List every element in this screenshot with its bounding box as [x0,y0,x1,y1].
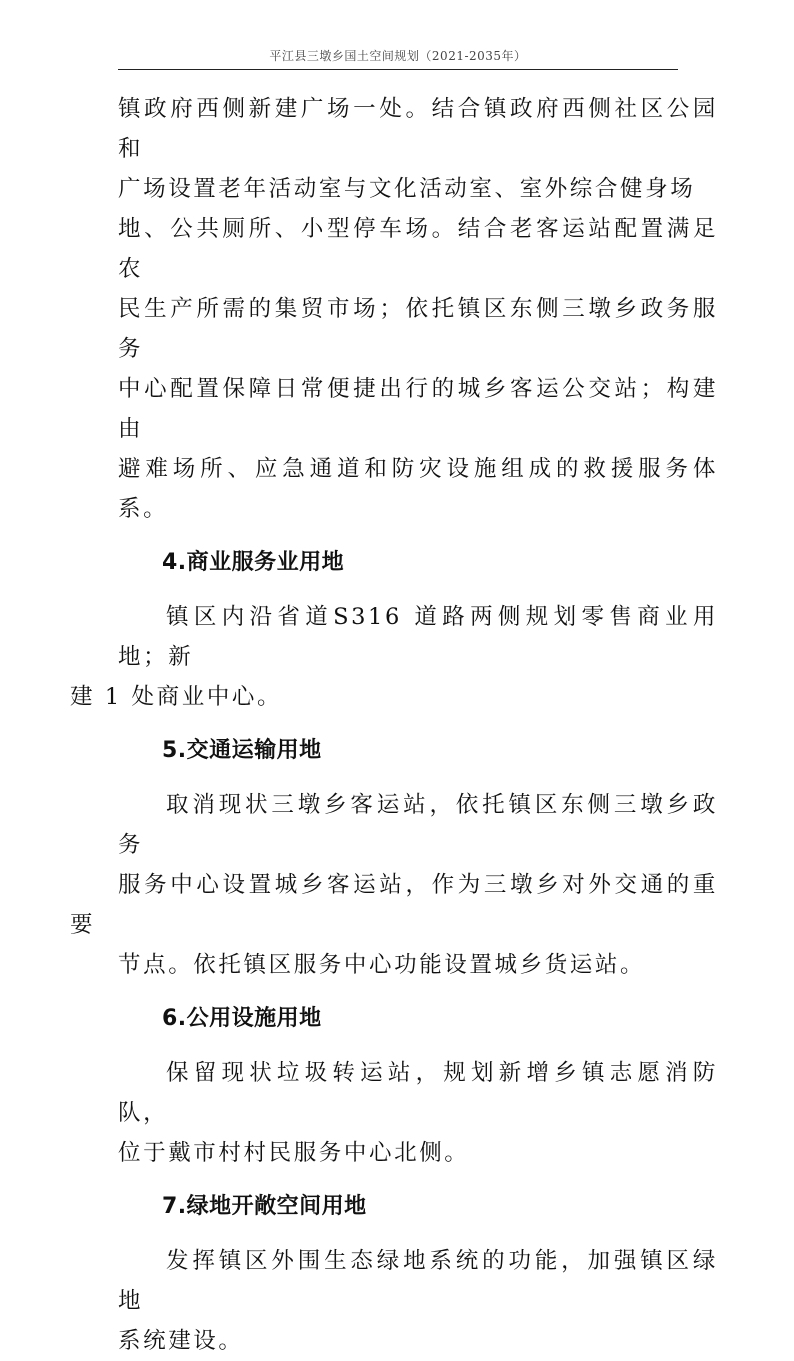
text-line: 位于戴市村村民服务中心北侧。 [118,1140,470,1166]
text-line: 系统建设。 [118,1328,244,1354]
section-heading-utilities: 6.公用设施用地 [162,1006,322,1031]
text-line: 镇区内沿省道S316 道路两侧规划零售商业用地；新 [118,604,718,670]
document-body [70,89,718,1361]
text-line: 保留现状垃圾转运站，规划新增乡镇志愿消防队， [118,1060,718,1126]
text-line: 地、公共厕所、小型停车场。结合老客运站配置满足农 [118,216,718,282]
section-heading-commercial: 4.商业服务业用地 [162,550,345,575]
paragraph-commercial [70,597,718,717]
text-line: 服务中心设置城乡客运站，作为三墩乡对外交通的重要 [70,872,718,938]
text-line: 广场设置老年活动室与文化活动室、室外综合健身场 [118,176,696,202]
header-rule [118,69,678,70]
text-line: 取消现状三墩乡客运站，依托镇区东侧三墩乡政务 [118,792,718,858]
text-line: 中心配置保障日常便捷出行的城乡客运公交站；构建由 [118,376,718,442]
text-line: 避难场所、应急通道和防灾设施组成的救援服务体系。 [118,456,718,522]
paragraph-utilities [118,1053,718,1173]
paragraph-transport [70,785,718,985]
section-heading-transport: 5.交通运输用地 [162,738,322,763]
text-line: 发挥镇区外围生态绿地系统的功能，加强镇区绿地 [118,1248,718,1314]
text-line: 节点。依托镇区服务中心功能设置城乡货运站。 [118,952,646,978]
page-header: 平江县三墩乡国土空间规划（2021-2035年） [269,49,527,63]
paragraph-green-space [118,1241,718,1361]
text-line: 建 1 处商业中心。 [70,684,283,710]
text-line: 镇政府西侧新建广场一处。结合镇政府西侧社区公园和 [118,96,718,162]
section-heading-green-space: 7.绿地开敞空间用地 [162,1194,367,1219]
text-line: 民生产所需的集贸市场；依托镇区东侧三墩乡政务服务 [118,296,718,362]
paragraph-public-services [118,89,718,529]
